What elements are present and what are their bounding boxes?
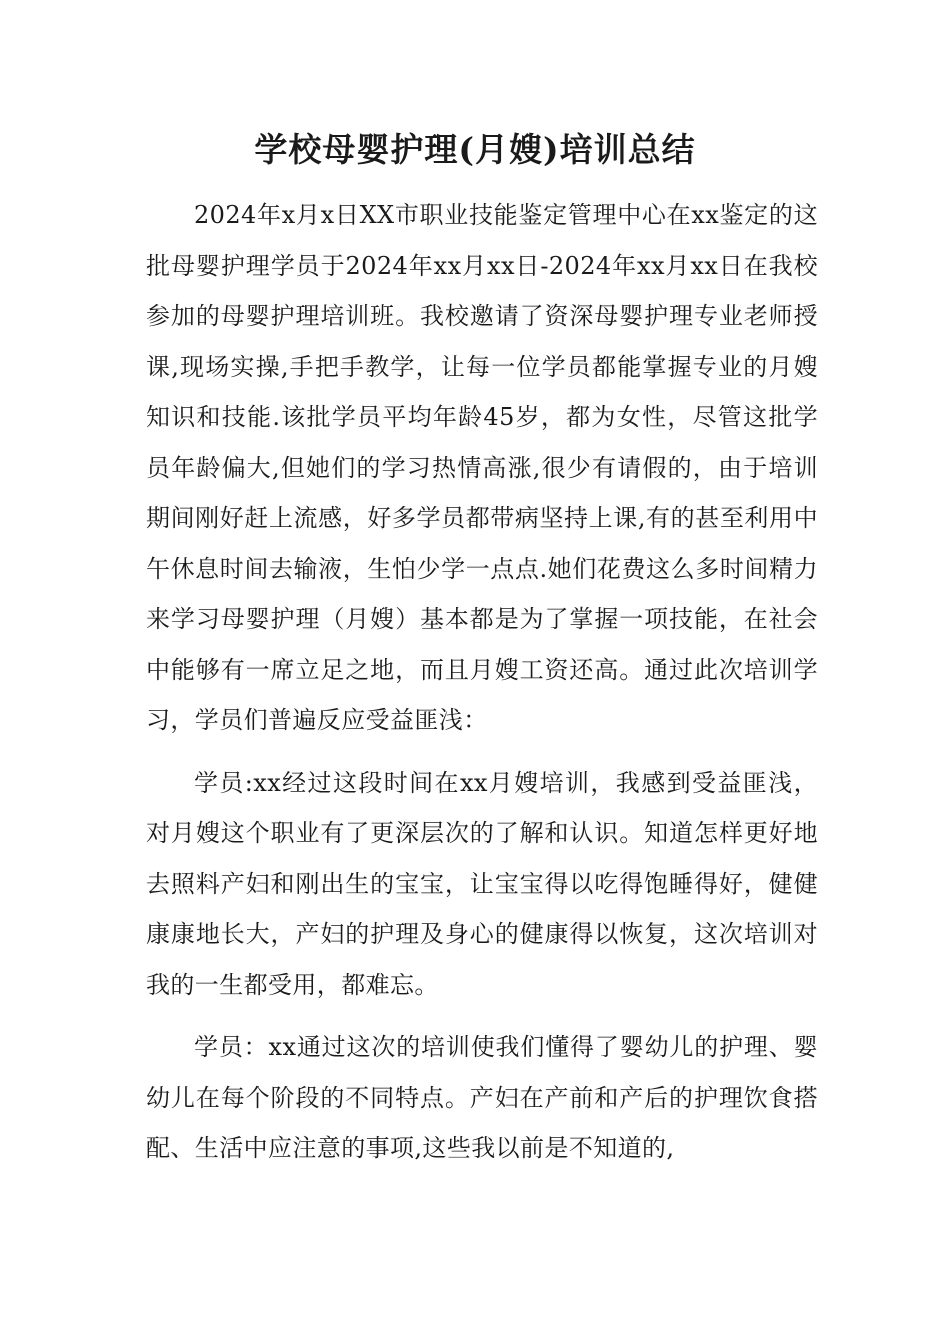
paragraph-intro: 2024年x月x日XX市职业技能鉴定管理中心在xx鉴定的这批母婴护理学员于2024年xx月xx日-2024年xx月xx日在我校参加的母婴护理培训班。我校邀请了资深母婴护理专业老师授课,现场实操,手把手教学，让每一位学员都能掌握专业的月嫂知识和技能.该批学员平均年龄45岁，都为女性，尽管这批学员年龄偏大,但她们的学习热情高涨,很少有请假的，由于培训期间刚好赶上流感，好多学员都带病坚持上课,有的甚至利用中午休息时间去输液，生怕少学一点点.她们花费这么多时间精力来学习母婴护理（月嫂）基本都是为了掌握一项技能，在社会中能够有一席立足之地，而且月嫂工资还高。通过此次培训学习，学员们普遍反应受益匪浅： — [146, 201, 818, 734]
document-body — [146, 190, 818, 1174]
paragraph-student-feedback-2: 学员：xx通过这次的培训使我们懂得了婴幼儿的护理、婴幼儿在每个阶段的不同特点。产妇在产前和产后的护理饮食搭配、生活中应注意的事项,这些我以前是不知道的, — [146, 1033, 818, 1162]
paragraph-student-feedback-1: 学员:xx经过这段时间在xx月嫂培训，我感到受益匪浅，对月嫂这个职业有了更深层次的了解和认识。知道怎样更好地去照料产妇和刚出生的宝宝，让宝宝得以吃得饱睡得好，健健康康地长大，产妇的护理及身心的健康得以恢复，这次培训对我的一生都受用，都难忘。 — [146, 768, 818, 999]
document-title: 学校母婴护理(月嫂)培训总结 — [254, 130, 696, 169]
